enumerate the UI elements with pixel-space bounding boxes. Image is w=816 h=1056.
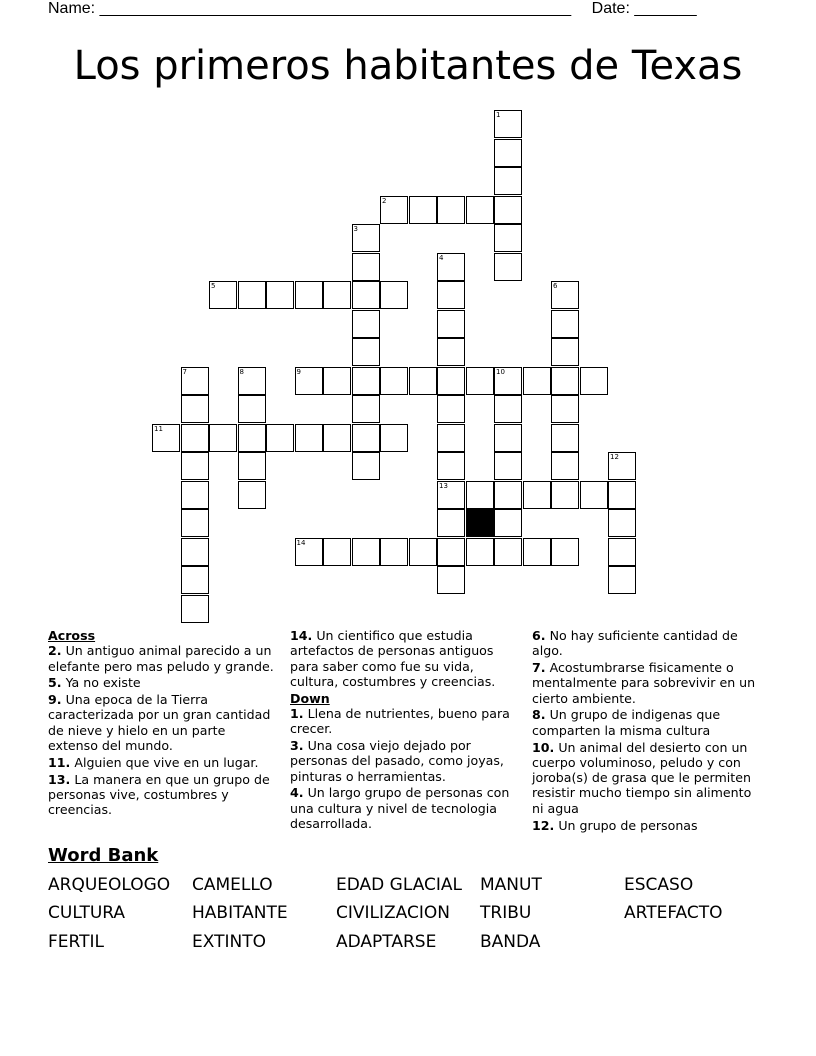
crossword-black-cell bbox=[466, 509, 494, 537]
crossword-cell[interactable] bbox=[466, 367, 494, 395]
clues-column-1 bbox=[48, 628, 276, 819]
crossword-cell[interactable] bbox=[494, 481, 522, 509]
crossword-cell[interactable] bbox=[323, 424, 351, 452]
across-heading: Across bbox=[48, 628, 96, 643]
crossword-cell[interactable] bbox=[181, 395, 209, 423]
clue-across-11: 11. Alguien que vive en un lugar. bbox=[48, 754, 259, 770]
word-bank-item: CAMELLO bbox=[192, 875, 273, 895]
crossword-cell[interactable] bbox=[494, 538, 522, 566]
clue-number: 11 bbox=[154, 424, 163, 433]
word-bank-item: CULTURA bbox=[48, 903, 126, 923]
clue-number: 13 bbox=[439, 481, 448, 490]
date-line[interactable]: Date: _______ bbox=[591, 0, 697, 17]
crossword-cell[interactable] bbox=[580, 367, 608, 395]
word-bank-item: ADAPTARSE bbox=[336, 932, 437, 952]
page-title: Los primeros habitantes de Texas bbox=[73, 43, 743, 89]
word-bank-item: ARQUEOLOGO bbox=[48, 875, 171, 895]
clue-number: 4 bbox=[439, 253, 444, 262]
word-bank-item: CIVILIZACION bbox=[336, 903, 450, 923]
crossword-cell[interactable] bbox=[523, 367, 551, 395]
word-bank-item: EDAD GLACIAL bbox=[336, 875, 463, 895]
word-bank-item: ESCASO bbox=[624, 875, 694, 895]
crossword-cell[interactable] bbox=[380, 538, 408, 566]
word-bank-item: HABITANTE bbox=[192, 903, 288, 923]
word-bank-item: BANDA bbox=[480, 932, 541, 952]
crossword-cell[interactable] bbox=[551, 452, 579, 480]
crossword-cell[interactable] bbox=[466, 538, 494, 566]
crossword-cell[interactable] bbox=[352, 310, 380, 338]
down-heading: Down bbox=[290, 690, 330, 706]
crossword-cell[interactable] bbox=[266, 424, 294, 452]
crossword-cell[interactable] bbox=[551, 395, 579, 423]
clue-number: 1 bbox=[496, 111, 501, 119]
clue-down-1: 1. Llena de nutrientes, bueno para crecer. bbox=[290, 705, 510, 737]
crossword-cell[interactable] bbox=[295, 424, 323, 452]
crossword-cell[interactable] bbox=[409, 538, 437, 566]
clue-number: 3 bbox=[353, 225, 358, 233]
crossword-cell[interactable] bbox=[181, 452, 209, 480]
crossword-cell[interactable] bbox=[181, 538, 209, 566]
clue-number: 14 bbox=[296, 538, 306, 547]
crossword-cell[interactable] bbox=[523, 538, 551, 566]
crossword-cell[interactable] bbox=[494, 509, 522, 537]
crossword-cell[interactable] bbox=[437, 566, 465, 594]
clue-number: 12 bbox=[610, 453, 619, 461]
word-bank-item: FERTIL bbox=[48, 932, 104, 952]
crossword-cell[interactable] bbox=[437, 196, 465, 224]
clues-column-2 bbox=[290, 628, 518, 833]
crossword-cell[interactable] bbox=[437, 338, 465, 366]
crossword-cell[interactable] bbox=[323, 367, 351, 395]
clue-number: 5 bbox=[211, 282, 216, 290]
clue-across-5: 5. Ya no existe bbox=[48, 675, 141, 691]
crossword-cell[interactable] bbox=[380, 367, 408, 395]
crossword-cell[interactable] bbox=[494, 139, 522, 167]
crossword-cell[interactable] bbox=[437, 538, 465, 566]
crossword-cell[interactable] bbox=[494, 452, 522, 480]
crossword-cell[interactable] bbox=[352, 452, 380, 480]
crossword-cell[interactable] bbox=[494, 253, 522, 281]
crossword-cell[interactable] bbox=[238, 281, 266, 309]
crossword-cell[interactable] bbox=[380, 281, 408, 309]
crossword-cell[interactable] bbox=[437, 367, 465, 395]
crossword-cell[interactable] bbox=[352, 424, 380, 452]
word-bank-item: TRIBU bbox=[480, 903, 532, 923]
crossword-cell[interactable] bbox=[437, 281, 465, 309]
clue-down-3: 3. Una cosa viejo dejado por personas del pasado, como joyas, pinturas o herramientas. bbox=[290, 738, 504, 784]
crossword-cell[interactable] bbox=[437, 395, 465, 423]
crossword-cell[interactable] bbox=[380, 424, 408, 452]
crossword-cell[interactable] bbox=[181, 566, 209, 594]
crossword-cell[interactable] bbox=[238, 424, 266, 452]
crossword-cell[interactable] bbox=[437, 509, 465, 537]
crossword-cell[interactable] bbox=[437, 310, 465, 338]
crossword-cell[interactable] bbox=[181, 595, 209, 623]
crossword-cell[interactable] bbox=[181, 424, 209, 452]
crossword-cell[interactable] bbox=[181, 481, 209, 509]
clue-down-8: 8. Un grupo de indigenas que comparten la misma cultura bbox=[532, 707, 721, 738]
clue-across-14: 14. Un cientifico que estudia artefactos de personas antiguos para saber como fue su vida, cultura, costumbres y creencias. bbox=[290, 628, 496, 689]
clue-across-9: 9. Una epoca de la Tierra caracterizada por un gran cantidad de nieve y hielo en un parte extenso del mundo. bbox=[48, 692, 271, 754]
clue-down-6: 6. No hay suficiente cantidad de algo. bbox=[532, 628, 738, 659]
clue-down-10: 10. Un animal del desierto con un cuerpo voluminoso, peludo y con joroba(s) de grasa que le permiten resistir mucho tiempo sin alimento ni agua bbox=[532, 739, 752, 816]
crossword-cell[interactable] bbox=[580, 481, 608, 509]
crossword-cell[interactable] bbox=[295, 281, 323, 309]
crossword-cell[interactable] bbox=[494, 224, 522, 252]
clues-column-3 bbox=[532, 628, 760, 834]
clue-number: 8 bbox=[239, 367, 244, 376]
crossword-cell[interactable] bbox=[437, 424, 465, 452]
clue-down-12: 12. Un grupo de personas bbox=[532, 817, 698, 833]
crossword-cell[interactable] bbox=[551, 367, 579, 395]
crossword-cell[interactable] bbox=[352, 538, 380, 566]
crossword-cell[interactable] bbox=[494, 395, 522, 423]
crossword-cell[interactable] bbox=[266, 281, 294, 309]
clue-number: 7 bbox=[182, 367, 187, 376]
crossword-cell[interactable] bbox=[608, 566, 636, 594]
crossword-cell[interactable] bbox=[608, 538, 636, 566]
crossword-cell[interactable] bbox=[352, 395, 380, 423]
crossword-cell[interactable] bbox=[323, 538, 351, 566]
crossword-cell[interactable] bbox=[466, 481, 494, 509]
crossword-cell[interactable] bbox=[352, 367, 380, 395]
crossword-cell[interactable] bbox=[551, 338, 579, 366]
crossword-cell[interactable] bbox=[608, 481, 636, 509]
clue-down-7: 7. Acostumbrarse fisicamente o mentalmente para sobrevivir en un cierto ambiente. bbox=[532, 660, 756, 706]
crossword-cell[interactable] bbox=[238, 481, 266, 509]
word-bank-item: ARTEFACTO bbox=[624, 903, 723, 923]
crossword-cell[interactable] bbox=[238, 452, 266, 480]
crossword-cell[interactable] bbox=[608, 509, 636, 537]
crossword-cell[interactable] bbox=[494, 196, 522, 224]
clue-down-4: 4. Un largo grupo de personas con una cultura y nivel de tecnologia desarrollada. bbox=[290, 785, 510, 832]
crossword-cell[interactable] bbox=[466, 196, 494, 224]
crossword-cell[interactable] bbox=[437, 452, 465, 480]
word-bank-item: EXTINTO bbox=[192, 932, 266, 952]
word-bank-item: MANUT bbox=[480, 875, 542, 895]
crossword-cell[interactable] bbox=[551, 481, 579, 509]
clue-number: 6 bbox=[553, 282, 558, 290]
crossword-cell[interactable] bbox=[523, 481, 551, 509]
crossword-cell[interactable] bbox=[409, 196, 437, 224]
crossword-cell[interactable] bbox=[352, 281, 380, 309]
crossword-cell[interactable] bbox=[238, 395, 266, 423]
crossword-cell[interactable] bbox=[352, 338, 380, 366]
clue-number: 2 bbox=[382, 196, 387, 205]
name-line[interactable]: Name: _____________________________________________________ bbox=[48, 0, 572, 17]
crossword-cell[interactable] bbox=[551, 310, 579, 338]
crossword-cell[interactable] bbox=[209, 424, 237, 452]
crossword-cell[interactable] bbox=[494, 424, 522, 452]
crossword-cell[interactable] bbox=[409, 367, 437, 395]
crossword-cell[interactable] bbox=[551, 424, 579, 452]
clue-number: 9 bbox=[296, 367, 301, 376]
clue-across-13: 13. La manera en que un grupo de personas vive, costumbres y creencias. bbox=[48, 771, 270, 818]
crossword-cell[interactable] bbox=[181, 509, 209, 537]
clue-across-2: 2. Un antiguo animal parecido a un elefante pero mas peludo y grande. bbox=[48, 643, 274, 674]
crossword-cell[interactable] bbox=[352, 253, 380, 281]
clue-number: 10 bbox=[496, 367, 505, 376]
crossword-cell[interactable] bbox=[323, 281, 351, 309]
crossword-cell[interactable] bbox=[551, 538, 579, 566]
word-bank-title: Word Bank bbox=[48, 845, 159, 866]
crossword-cell[interactable] bbox=[494, 167, 522, 195]
